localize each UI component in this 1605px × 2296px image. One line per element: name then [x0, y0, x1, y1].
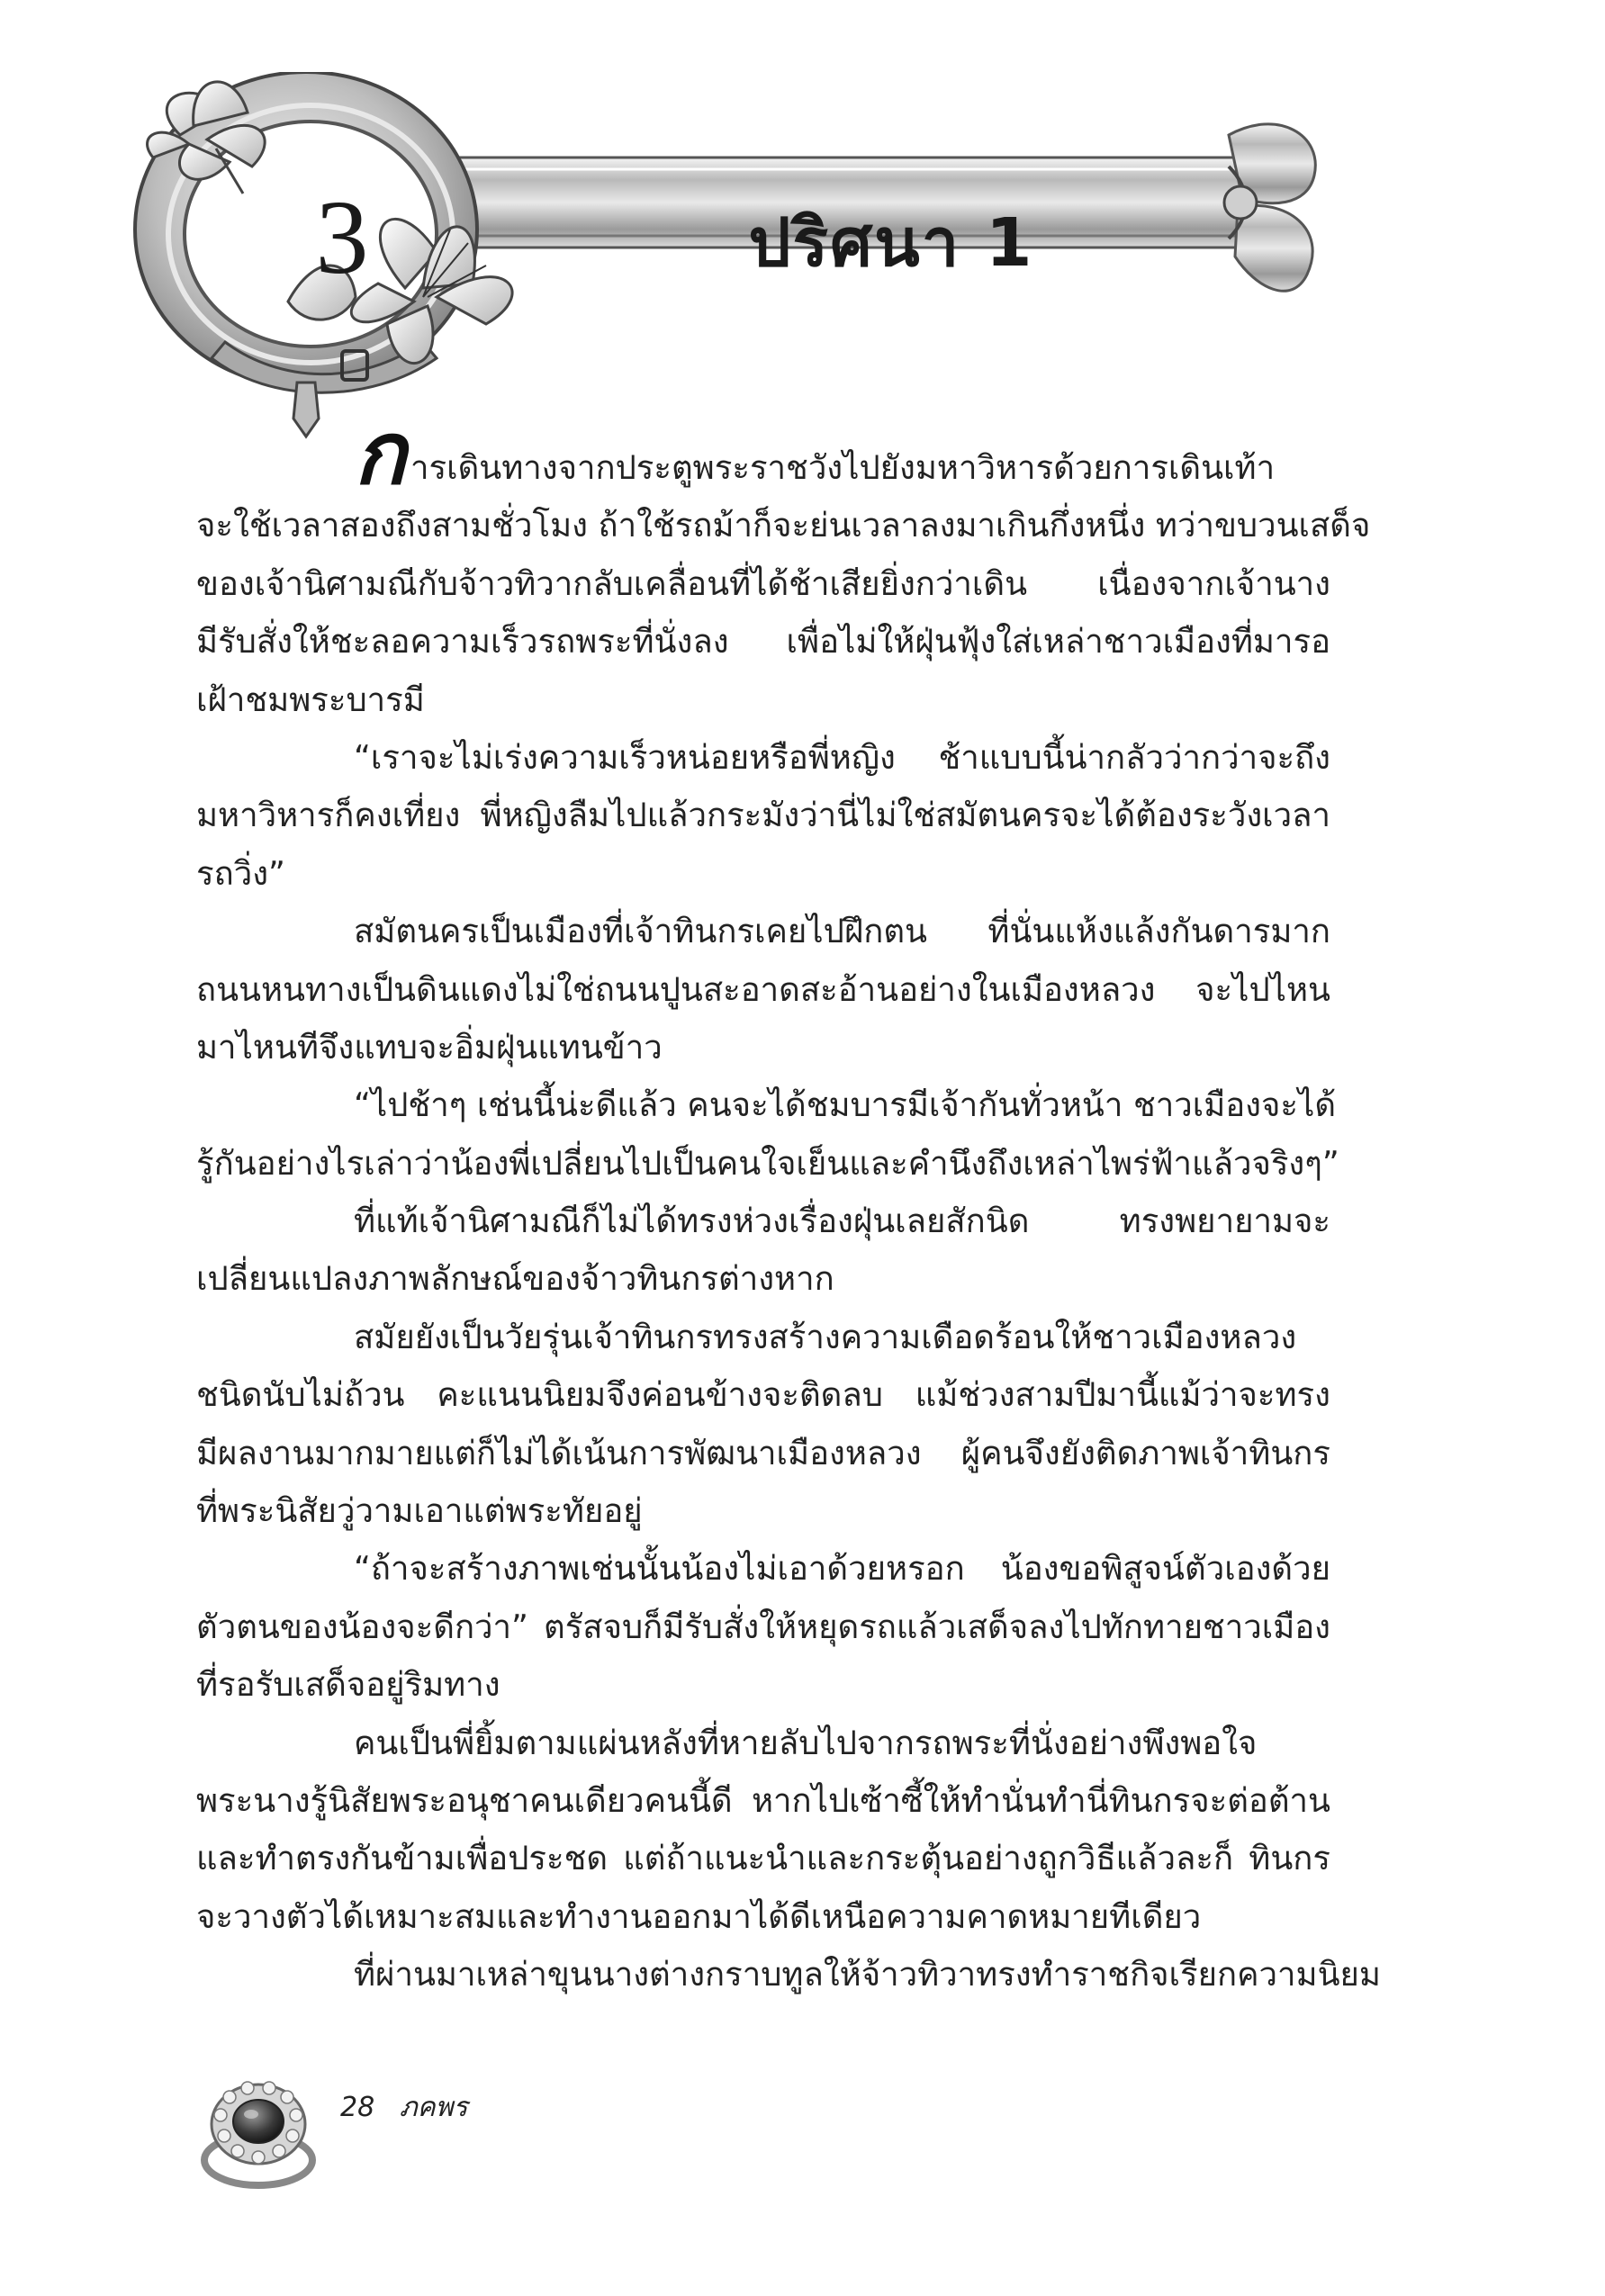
- jewel-ring-icon: [194, 2075, 324, 2192]
- paragraph-line: ชนิดนับไม่ถ้วน คะแนนนิยมจึงค่อนข้างจะติดลบ แม้ช่วงสามปีมานี้แม้ว่าจะทรง: [196, 1375, 1330, 1415]
- chapter-number: 3: [315, 178, 369, 296]
- paragraph-line: รู้กันอย่างไรเล่าว่าน้องพี่เปลี่ยนไปเป็นคนใจเย็นและคำนึงถึงเหล่าไพร่ฟ้าแล้วจริงๆ”: [196, 1143, 1339, 1183]
- paragraph-line: ที่แท้เจ้านิศามณีก็ไม่ได้ทรงห่วงเรื่องฝุ่นเลยสักนิด ทรงพยายามจะ: [354, 1202, 1330, 1241]
- first-line-text: ารเดินทางจากประตูพระราชวังไปยังมหาวิหารด้วยการเดินเท้า: [410, 448, 1276, 487]
- paragraph-line: ถนนหนทางเป็นดินแดงไม่ใช่ถนนปูนสะอาดสะอ้านอย่างในเมืองหลวง จะไปไหน: [196, 969, 1330, 1009]
- paragraph-line: “ถ้าจะสร้างภาพเช่นนั้นน้องไม่เอาด้วยหรอก น้องขอพิสูจน์ตัวเองด้วย: [354, 1549, 1330, 1589]
- paragraph-line: ที่ผ่านมาเหล่าขุนนางต่างกราบทูลให้จ้าวทิวาทรงทำราชกิจเรียกความนิยม: [354, 1955, 1381, 1994]
- paragraph-line: จะใช้เวลาสองถึงสามชั่วโมง ถ้าใช้รถม้าก็จะย่นเวลาลงมาเกินกึ่งหนึ่ง ทว่าขบวนเสด็จ: [196, 506, 1371, 545]
- paragraph-line: เฝ้าชมพระบารมี: [196, 680, 425, 719]
- paragraph-line: สมัตนครเป็นเมืองที่เจ้าทินกรเคยไปฝึกตน ที่นั่นแห้งแล้งกันดารมาก: [354, 912, 1330, 951]
- paragraph-line: สมัยยังเป็นวัยรุ่นเจ้าทินกรทรงสร้างความเดือดร้อนให้ชาวเมืองหลวง: [354, 1317, 1297, 1356]
- paragraph-line: [196, 403, 1330, 504]
- paragraph-line: รถวิ่ง”: [196, 853, 285, 893]
- book-title: ภคพร: [399, 2092, 468, 2123]
- paragraph-line: และทำตรงกันข้ามเพื่อประชด แต่ถ้าแนะนำและกระตุ้นอย่างถูกวิธีแล้วละก็ ทินกร: [196, 1839, 1330, 1878]
- paragraph-line: มีผลงานมากมายแต่ก็ไม่ได้เน้นการพัฒนาเมืองหลวง ผู้คนจึงยังติดภาพเจ้าทินกร: [196, 1433, 1330, 1472]
- paragraph-line: คนเป็นพี่ยิ้มตามแผ่นหลังที่หายลับไปจากรถพระที่นั่งอย่างพึงพอใจ: [354, 1723, 1258, 1762]
- paragraph-line: ของเจ้านิศามณีกับจ้าวทิวากลับเคลื่อนที่ได้ช้าเสียยิ่งกว่าเดิน เนื่องจากเจ้านาง: [196, 563, 1330, 603]
- paragraph-line: ตัวตนของน้องจะดีกว่า” ตรัสจบก็มีรับสั่งให้หยุดรถแล้วเสด็จลงไปทักทายชาวเมือง: [196, 1607, 1330, 1646]
- paragraph-line: เปลี่ยนแปลงภาพลักษณ์ของจ้าวทินกรต่างหาก: [196, 1259, 834, 1299]
- paragraph-line: ที่พระนิสัยวู่วามเอาแต่พระทัยอยู่: [196, 1491, 643, 1531]
- page-number: 28: [340, 2092, 375, 2123]
- paragraph-line: มาไหนทีจึงแทบจะอิ่มฝุ่นแทนข้าว: [196, 1027, 663, 1067]
- paragraph-line: ที่รอรับเสด็จอยู่ริมทาง: [196, 1665, 500, 1705]
- paragraph-line: มีรับสั่งให้ชะลอความเร็วรถพระที่นั่งลง เพื่อไม่ให้ฝุ่นฟุ้งใส่เหล่าชาวเมืองที่มารอ: [196, 622, 1330, 662]
- chapter-body: [196, 403, 1381, 2004]
- paragraph-line: จะวางตัวได้เหมาะสมและทำงานออกมาได้ดีเหนือความคาดหมายทีเดียว: [196, 1896, 1202, 1936]
- page-footer: [340, 2086, 483, 2129]
- paragraph-line: มหาวิหารก็คงเที่ยง พี่หญิงลืมไปแล้วกระมังว่านี่ไม่ใช่สมัตนครจะได้ต้องระวังเวลา: [196, 796, 1330, 835]
- paragraph-line: พระนางรู้นิสัยพระอนุชาคนเดียวคนนี้ดี หากไปเซ้าซี้ให้ทำนั่นทำนี่ทินกรจะต่อต้าน: [196, 1780, 1330, 1820]
- chapter-title: ปริศนา 1: [748, 204, 1034, 282]
- drop-cap: ก: [354, 403, 407, 504]
- paragraph-line: “เราจะไม่เร่งความเร็วหน่อยหรือพี่หญิง ช้าแบบนี้น่ากลัวว่ากว่าจะถึง: [354, 737, 1330, 777]
- paragraph-line: “ไปช้าๆ เช่นนี้น่ะดีแล้ว คนจะได้ชมบารมีเจ้ากันทั่วหน้า ชาวเมืองจะได้: [354, 1085, 1337, 1125]
